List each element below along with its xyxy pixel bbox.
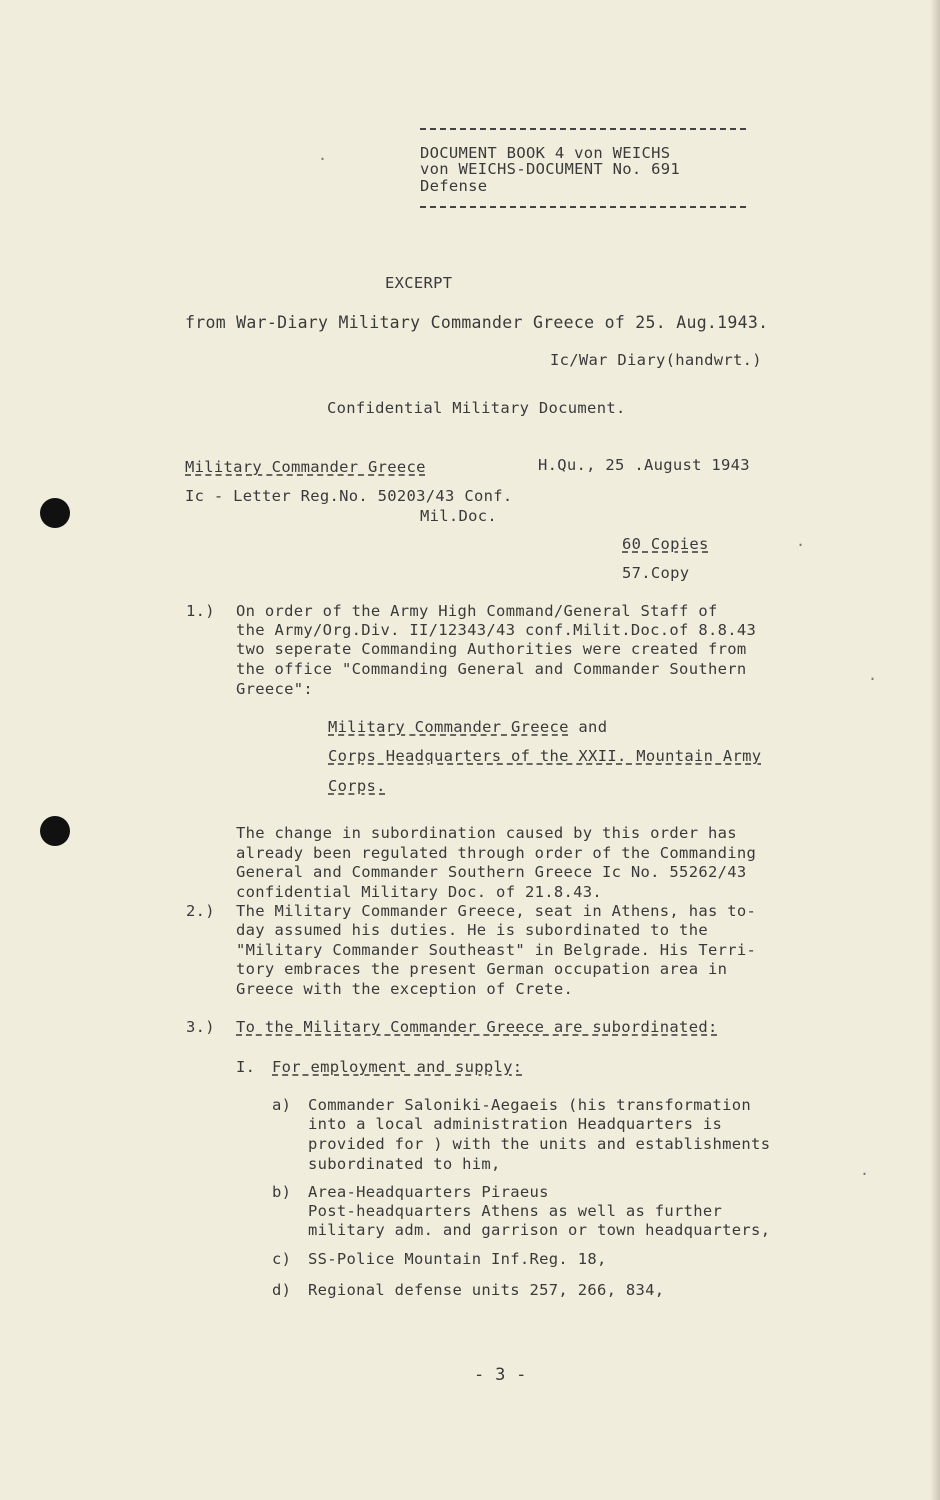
stray-mark: ·	[868, 670, 878, 688]
header-rule-bottom	[420, 206, 746, 208]
item-line: SS-Police Mountain Inf.Reg. 18,	[308, 1250, 607, 1268]
para1-line: Greece":	[236, 680, 314, 698]
para2-line: day assumed his duties. He is subordinated to the	[236, 921, 708, 939]
excerpt-source: from War-Diary Military Commander Greece of 25. Aug.1943.	[185, 313, 769, 332]
letter-reg-cont: Mil.Doc.	[420, 507, 498, 525]
para1-line: On order of the Army High Command/General Staff of	[236, 602, 718, 620]
item-line: into a local administration Headquarters is	[308, 1115, 723, 1133]
para3-number: 3.)	[186, 1018, 215, 1036]
item-line: Commander Saloniki-Aegaeis (his transformation	[308, 1096, 752, 1114]
change-line: The change in subordination caused by this order has	[236, 824, 737, 842]
copy-number: 57.Copy	[622, 564, 690, 582]
change-line: already been regulated through order of the Commanding	[236, 844, 757, 862]
authority-1-row	[328, 718, 607, 737]
classification: Confidential Military Document.	[327, 399, 626, 417]
item-label: a)	[272, 1096, 292, 1114]
para1-line: the office "Commanding General and Commander Southern	[236, 660, 747, 678]
item-label: b)	[272, 1183, 292, 1201]
item-line: provided for ) with the units and establishments	[308, 1135, 771, 1153]
stray-mark: ·	[860, 1165, 870, 1183]
para3-heading: To the Military Commander Greece are subordinated:	[236, 1018, 718, 1036]
letter-place-date: H.Qu., 25 .August 1943	[538, 456, 750, 474]
page-number: - 3 -	[474, 1365, 527, 1385]
authority-2-cont: Corps.	[328, 777, 386, 795]
copies: 60 Copies	[622, 535, 709, 553]
punch-hole	[40, 816, 70, 846]
item-label: d)	[272, 1281, 292, 1299]
header-rule-top	[420, 128, 746, 130]
header-line-1: DOCUMENT BOOK 4 von WEICHS	[420, 144, 671, 162]
item-line: Area-Headquarters Piraeus	[308, 1183, 549, 1201]
item-line: subordinated to him,	[308, 1155, 501, 1173]
para1-line: two seperate Commanding Authorities were created from	[236, 640, 747, 658]
para2-line: Greece with the exception of Crete.	[236, 980, 574, 998]
para2-line: "Military Commander Southeast" in Belgrade. His Terri-	[236, 941, 757, 959]
item-label: c)	[272, 1250, 292, 1268]
para2-line: The Military Commander Greece, seat in Athens, has to-	[236, 902, 757, 920]
punch-hole	[40, 498, 70, 528]
letter-from: Military Commander Greece	[185, 458, 426, 476]
header-line-3: Defense	[420, 177, 488, 195]
header-line-2: von WEICHS-DOCUMENT No. 691	[420, 160, 681, 178]
authority-1: Military Commander Greece	[328, 718, 569, 736]
excerpt-title: EXCERPT	[385, 274, 453, 292]
para2-number: 2.)	[186, 902, 215, 920]
change-line: confidential Military Doc. of 21.8.43.	[236, 883, 603, 901]
stray-mark: ·	[796, 536, 806, 554]
para3-sub-number: I.	[236, 1058, 256, 1076]
authority-1-suffix: and	[568, 718, 608, 736]
item-line: military adm. and garrison or town headquarters,	[308, 1221, 771, 1239]
page-edge	[930, 0, 940, 1500]
letter-reg-line: Ic - Letter Reg.No. 50203/43 Conf.	[185, 487, 513, 505]
para1-number: 1.)	[186, 602, 215, 620]
para2-line: tory embraces the present German occupation area in	[236, 960, 728, 978]
item-line: Post-headquarters Athens as well as further	[308, 1202, 723, 1220]
para1-line: the Army/Org.Div. II/12343/43 conf.Milit.Doc.of 8.8.43	[236, 621, 757, 639]
para3-sub-heading: For employment and supply:	[272, 1058, 523, 1076]
war-diary-note: Ic/War Diary(handwrt.)	[550, 351, 762, 369]
stray-mark: ·	[318, 150, 328, 168]
item-line: Regional defense units 257, 266, 834,	[308, 1281, 665, 1299]
change-line: General and Commander Southern Greece Ic No. 55262/43	[236, 863, 747, 881]
authority-2: Corps Headquarters of the XXII. Mountain Army	[328, 747, 762, 765]
